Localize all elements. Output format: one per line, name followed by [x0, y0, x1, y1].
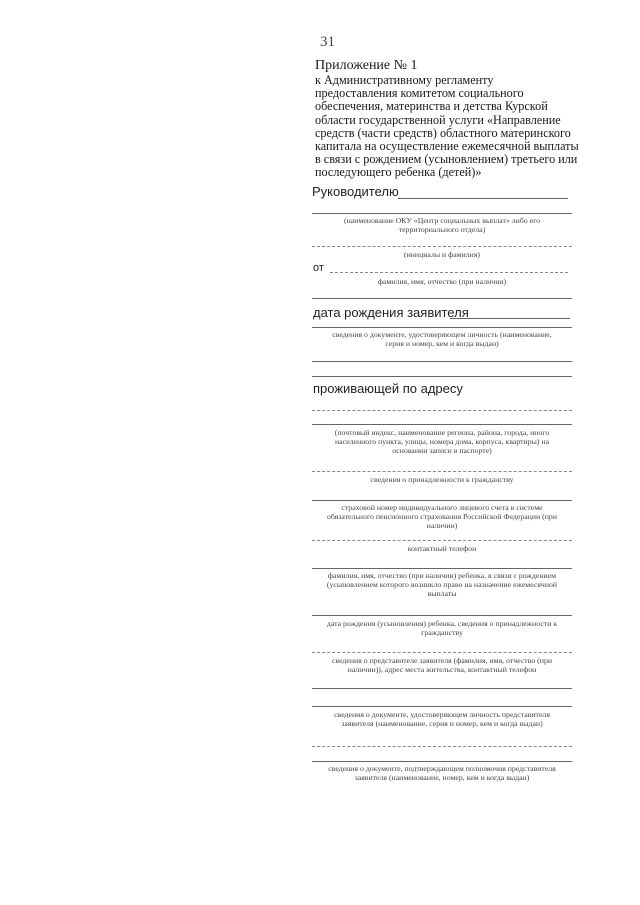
from-label: от — [313, 262, 324, 274]
caption-line: территориального отдела) — [398, 225, 486, 234]
caption-line: страховой номер индивидуального лицевого счета в системе — [341, 503, 543, 512]
annex-block — [315, 58, 580, 180]
citizenship-caption: сведения о принадлежности к гражданству — [370, 475, 514, 484]
id-doc-extra-line — [312, 361, 572, 362]
caption-line: сведения о документе, подтверждающем полномочия представителя — [328, 764, 556, 773]
birth-label: дата рождения заявителя — [313, 305, 469, 320]
caption-line: населенного пункта, улицы, номера дома, корпуса, квартиры) на — [334, 437, 550, 446]
rep-doc-caption — [312, 710, 572, 728]
address-label: проживающей по адресу — [313, 381, 463, 396]
address-caption — [312, 428, 572, 455]
head-label: Руководителю — [312, 184, 399, 199]
id-doc-line — [312, 327, 572, 328]
fio-caption: фамилия, имя, отчество (при наличии) — [377, 277, 507, 286]
child-fio-caption — [312, 571, 572, 598]
rep-caption — [312, 656, 572, 674]
caption-line: обязательного пенсионного страхования Российской Федерации (при — [327, 512, 557, 521]
caption-line: гражданству — [421, 628, 463, 637]
child-fio-line — [312, 568, 572, 569]
citizenship-line — [312, 471, 572, 472]
annex-line: предоставления комитетом социального — [315, 86, 524, 101]
birth-line — [450, 318, 570, 319]
address-line-2 — [312, 424, 572, 425]
caption-line: наличии) — [426, 521, 458, 530]
caption-line: (наименование ОКУ «Центр социальных выплат» либо его — [344, 216, 540, 225]
annex-title: Приложение № 1 — [315, 58, 418, 73]
caption-line: (усыновлением которого возникло право на назначение ежемесячной — [326, 580, 558, 589]
caption-line: основании записи в паспорте) — [392, 446, 492, 455]
child-birth-caption — [312, 619, 572, 637]
initials-caption: (инициалы и фамилия) — [403, 250, 481, 259]
caption-line: дата рождения (усыновления) ребенка, сведения о принадлежности к — [326, 619, 558, 628]
caption-line: заявителя (наименование, номер, кем и когда выдан) — [354, 773, 530, 782]
child-birth-line — [312, 615, 572, 616]
office-caption — [312, 216, 572, 234]
head-line — [398, 198, 568, 199]
snils-line — [312, 500, 572, 501]
annex-line: к Административному регламенту — [315, 73, 494, 87]
rep-auth-dots — [312, 746, 572, 747]
snils-caption — [312, 503, 572, 530]
caption-line: выплаты — [427, 589, 457, 598]
rep-doc-line — [312, 706, 572, 707]
annex-line: последующего ребенка (детей)» — [315, 165, 482, 180]
caption-line: сведения о документе, удостоверяющем личность (наименование, — [332, 330, 552, 339]
from-line — [330, 272, 568, 273]
rep-line — [312, 652, 572, 653]
caption-line: сведения о документе, удостоверяющем личность представителя — [334, 710, 550, 719]
id-doc-caption — [312, 330, 572, 348]
caption-line: заявителя (наименование, серия и номер, кем и когда выдан) — [341, 719, 543, 728]
phone-line — [312, 540, 572, 541]
rep-auth-caption — [312, 764, 572, 782]
page-number: 31 — [320, 34, 335, 50]
caption-line: наличии)), адрес места жительства, контактный телефон — [347, 665, 537, 674]
annex-line: в связи с рождением (усыновлением) третьего или — [315, 152, 578, 167]
annex-line: средств (части средств) областного материнского — [315, 125, 571, 140]
office-line — [312, 213, 572, 214]
phone-caption: контактный телефон — [407, 544, 477, 553]
id-doc-extra-line-2 — [312, 376, 572, 377]
caption-line: серия и номер, кем и когда выдан) — [385, 339, 499, 348]
address-line-1 — [312, 410, 572, 411]
annex-line: области государственной услуги «Направление — [315, 112, 561, 127]
annex-line: капитала на осуществление ежемесячной выплаты — [315, 139, 579, 154]
fio-extra-line — [312, 298, 572, 299]
caption-line: (почтовый индекс, наименование региона, района, города, иного — [334, 428, 550, 437]
caption-line: фамилия, имя, отчество (при наличии) ребенка, в связи с рождением — [327, 571, 557, 580]
initials-line — [312, 246, 572, 247]
rep-extra-line — [312, 688, 572, 689]
caption-line: сведения о представителе заявителя (фамилия, имя, отчество (при — [331, 656, 553, 665]
rep-auth-line — [312, 761, 572, 762]
annex-line: обеспечения, материнства и детства Курской — [315, 99, 548, 114]
